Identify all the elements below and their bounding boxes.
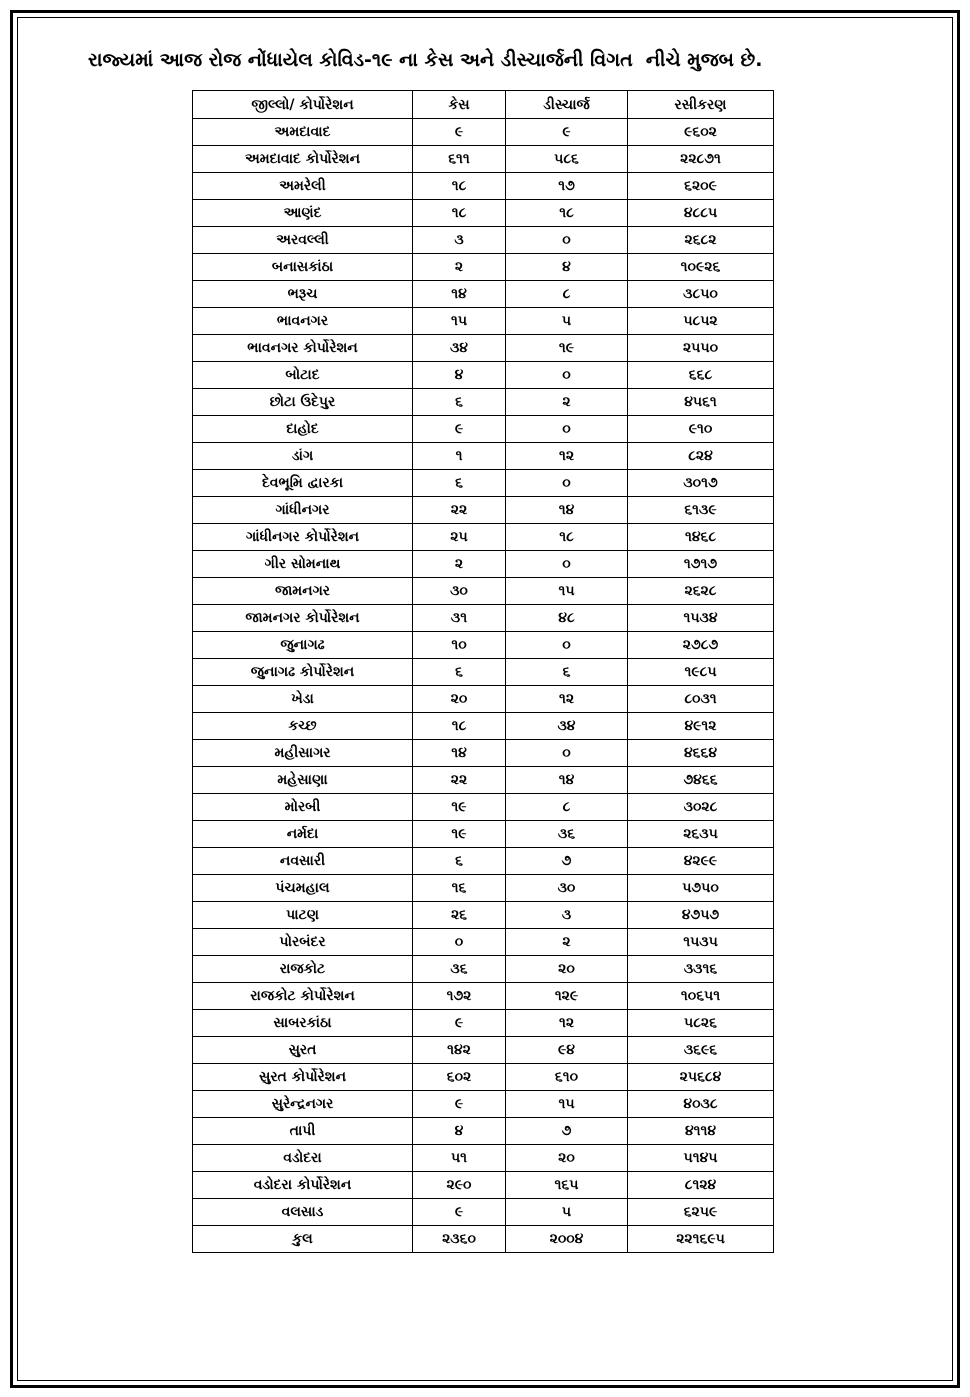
vaccination-cell: ૩૦૨૮ bbox=[628, 794, 774, 821]
table-row bbox=[193, 740, 774, 767]
table-row bbox=[193, 821, 774, 848]
table-body bbox=[193, 119, 774, 1226]
header-row bbox=[193, 91, 774, 119]
discharge-cell: ૧૮ bbox=[506, 524, 628, 551]
total-vaccination: ૨૨૧૬૯૫ bbox=[628, 1226, 774, 1253]
district-cell: પાટણ bbox=[193, 902, 413, 929]
cases-cell: ૧૯ bbox=[413, 794, 506, 821]
district-cell: પંચમહાલ bbox=[193, 875, 413, 902]
cases-cell: ૪ bbox=[413, 1118, 506, 1145]
page-title: રાજ્યમાં આજ રોજ નોંધાયેલ કોવિડ-૧૯ ના કેસ અને ડીસ્ચાર્જની વિગત નીચે મુજબ છે. bbox=[88, 49, 763, 71]
district-cell: સુરત કોર્પોરેશન bbox=[193, 1064, 413, 1091]
table-header bbox=[193, 91, 774, 119]
cases-cell: ૧૮ bbox=[413, 200, 506, 227]
vaccination-cell: ૯૧૦ bbox=[628, 416, 774, 443]
table-row bbox=[193, 362, 774, 389]
table-row bbox=[193, 146, 774, 173]
discharge-cell: ૦ bbox=[506, 470, 628, 497]
discharge-cell: ૫ bbox=[506, 308, 628, 335]
discharge-cell: ૬૧૦ bbox=[506, 1064, 628, 1091]
vaccination-cell: ૨૬૮૨ bbox=[628, 227, 774, 254]
table-row bbox=[193, 1145, 774, 1172]
discharge-cell: ૫૮૬ bbox=[506, 146, 628, 173]
discharge-cell: ૮ bbox=[506, 281, 628, 308]
header-discharge: ડીસ્ચાર્જ bbox=[506, 91, 628, 119]
district-cell: ભરૂચ bbox=[193, 281, 413, 308]
table-row bbox=[193, 875, 774, 902]
cases-cell: ૩૦ bbox=[413, 578, 506, 605]
table-row bbox=[193, 254, 774, 281]
table-row bbox=[193, 1037, 774, 1064]
table-row bbox=[193, 470, 774, 497]
district-cell: રાજકોટ કોર્પોરેશન bbox=[193, 983, 413, 1010]
header-vaccination: રસીકરણ bbox=[628, 91, 774, 119]
district-cell: આણંદ bbox=[193, 200, 413, 227]
cases-cell: ૯ bbox=[413, 119, 506, 146]
district-cell: બનાસકાંઠા bbox=[193, 254, 413, 281]
cases-cell: ૩ bbox=[413, 227, 506, 254]
vaccination-cell: ૧૦૬૫૧ bbox=[628, 983, 774, 1010]
vaccination-cell: ૨૨૮૭૧ bbox=[628, 146, 774, 173]
discharge-cell: ૩૪ bbox=[506, 713, 628, 740]
district-cell: ગાંધીનગર bbox=[193, 497, 413, 524]
discharge-cell: ૧૪ bbox=[506, 767, 628, 794]
vaccination-cell: ૫૮૨૬ bbox=[628, 1010, 774, 1037]
district-cell: મહેસાણા bbox=[193, 767, 413, 794]
table-row bbox=[193, 767, 774, 794]
vaccination-cell: ૬૨૫૯ bbox=[628, 1199, 774, 1226]
discharge-cell: ૩ bbox=[506, 902, 628, 929]
discharge-cell: ૦ bbox=[506, 740, 628, 767]
vaccination-cell: ૪૨૯૯ bbox=[628, 848, 774, 875]
discharge-cell: ૨૦ bbox=[506, 956, 628, 983]
total-label: કુલ bbox=[193, 1226, 413, 1253]
vaccination-cell: ૮૨૪ bbox=[628, 443, 774, 470]
discharge-cell: ૯ bbox=[506, 119, 628, 146]
table-row bbox=[193, 1172, 774, 1199]
cases-cell: ૨૯૦ bbox=[413, 1172, 506, 1199]
cases-cell: ૧૫ bbox=[413, 308, 506, 335]
discharge-cell: ૦ bbox=[506, 227, 628, 254]
table-row bbox=[193, 659, 774, 686]
district-cell: વડોદરા કોર્પોરેશન bbox=[193, 1172, 413, 1199]
cases-cell: ૩૧ bbox=[413, 605, 506, 632]
cases-cell: ૨૬ bbox=[413, 902, 506, 929]
table-row bbox=[193, 1064, 774, 1091]
table-row bbox=[193, 443, 774, 470]
discharge-cell: ૮ bbox=[506, 794, 628, 821]
table-row bbox=[193, 173, 774, 200]
table-row bbox=[193, 1199, 774, 1226]
vaccination-cell: ૨૭૮૭ bbox=[628, 632, 774, 659]
discharge-cell: ૨ bbox=[506, 929, 628, 956]
table-row bbox=[193, 308, 774, 335]
table-row bbox=[193, 902, 774, 929]
table-row bbox=[193, 524, 774, 551]
header-cases: કેસ bbox=[413, 91, 506, 119]
district-cell: સુરત bbox=[193, 1037, 413, 1064]
cases-cell: ૨૫ bbox=[413, 524, 506, 551]
discharge-cell: ૪૮ bbox=[506, 605, 628, 632]
cases-cell: ૬૧૧ bbox=[413, 146, 506, 173]
table-row bbox=[193, 929, 774, 956]
vaccination-cell: ૫૮૫૨ bbox=[628, 308, 774, 335]
district-cell: વડોદરા bbox=[193, 1145, 413, 1172]
discharge-cell: ૨ bbox=[506, 389, 628, 416]
discharge-cell: ૯૪ bbox=[506, 1037, 628, 1064]
vaccination-cell: ૭૪૬૬ bbox=[628, 767, 774, 794]
cases-cell: ૩૪ bbox=[413, 335, 506, 362]
vaccination-cell: ૮૧૨૪ bbox=[628, 1172, 774, 1199]
vaccination-cell: ૨૫૫૦ bbox=[628, 335, 774, 362]
table-row bbox=[193, 794, 774, 821]
table-row bbox=[193, 632, 774, 659]
cases-cell: ૧૭૨ bbox=[413, 983, 506, 1010]
vaccination-cell: ૫૭૫૦ bbox=[628, 875, 774, 902]
table-row bbox=[193, 578, 774, 605]
cases-cell: ૧૪ bbox=[413, 740, 506, 767]
header-district: જીલ્લો/ કોર્પોરેશન bbox=[193, 91, 413, 119]
discharge-cell: ૩૬ bbox=[506, 821, 628, 848]
vaccination-cell: ૩૬૯૬ bbox=[628, 1037, 774, 1064]
district-cell: વલસાડ bbox=[193, 1199, 413, 1226]
discharge-cell: ૧૯ bbox=[506, 335, 628, 362]
vaccination-cell: ૩૩૧૬ bbox=[628, 956, 774, 983]
vaccination-cell: ૧૪૬૮ bbox=[628, 524, 774, 551]
discharge-cell: ૦ bbox=[506, 416, 628, 443]
discharge-cell: ૦ bbox=[506, 551, 628, 578]
cases-cell: ૧૪૨ bbox=[413, 1037, 506, 1064]
district-cell: ભાવનગર કોર્પોરેશન bbox=[193, 335, 413, 362]
vaccination-cell: ૪૫૬૧ bbox=[628, 389, 774, 416]
district-cell: દાહોદ bbox=[193, 416, 413, 443]
discharge-cell: ૧૨૯ bbox=[506, 983, 628, 1010]
discharge-cell: ૧૪ bbox=[506, 497, 628, 524]
vaccination-cell: ૧૦૯૨૬ bbox=[628, 254, 774, 281]
vaccination-cell: ૧૯૮૫ bbox=[628, 659, 774, 686]
district-cell: અમદાવાદ કોર્પોરેશન bbox=[193, 146, 413, 173]
vaccination-cell: ૨૫૬૮૪ bbox=[628, 1064, 774, 1091]
vaccination-cell: ૩૮૫૦ bbox=[628, 281, 774, 308]
vaccination-cell: ૮૦૩૧ bbox=[628, 686, 774, 713]
district-cell: સાબરકાંઠા bbox=[193, 1010, 413, 1037]
discharge-cell: ૭ bbox=[506, 1118, 628, 1145]
cases-cell: ૧૯ bbox=[413, 821, 506, 848]
district-cell: જામનગર bbox=[193, 578, 413, 605]
table-row bbox=[193, 605, 774, 632]
cases-cell: ૪ bbox=[413, 362, 506, 389]
district-cell: ખેડા bbox=[193, 686, 413, 713]
vaccination-cell: ૬૨૦૯ bbox=[628, 173, 774, 200]
table-row bbox=[193, 119, 774, 146]
cases-cell: ૬ bbox=[413, 470, 506, 497]
discharge-cell: ૩૦ bbox=[506, 875, 628, 902]
cases-cell: ૫૧ bbox=[413, 1145, 506, 1172]
cases-cell: ૧ bbox=[413, 443, 506, 470]
cases-cell: ૬૦૨ bbox=[413, 1064, 506, 1091]
table-row bbox=[193, 713, 774, 740]
district-cell: જુનાગઢ bbox=[193, 632, 413, 659]
district-cell: દેવભૂમિ દ્વારકા bbox=[193, 470, 413, 497]
district-cell: મહીસાગર bbox=[193, 740, 413, 767]
table-row bbox=[193, 497, 774, 524]
district-cell: પોરબંદર bbox=[193, 929, 413, 956]
total-row bbox=[193, 1226, 774, 1253]
vaccination-cell: ૩૦૧૭ bbox=[628, 470, 774, 497]
table-row bbox=[193, 416, 774, 443]
vaccination-cell: ૯૬૦૨ bbox=[628, 119, 774, 146]
table-row bbox=[193, 281, 774, 308]
discharge-cell: ૧૫ bbox=[506, 578, 628, 605]
district-cell: જુનાગઢ કોર્પોરેશન bbox=[193, 659, 413, 686]
district-cell: ડાંગ bbox=[193, 443, 413, 470]
vaccination-cell: ૪૧૧૪ bbox=[628, 1118, 774, 1145]
district-cell: ભાવનગર bbox=[193, 308, 413, 335]
district-cell: જામનગર કોર્પોરેશન bbox=[193, 605, 413, 632]
vaccination-cell: ૪૭૫૭ bbox=[628, 902, 774, 929]
discharge-cell: ૫ bbox=[506, 1199, 628, 1226]
cases-cell: ૯ bbox=[413, 1010, 506, 1037]
district-cell: છોટા ઉદેપુર bbox=[193, 389, 413, 416]
vaccination-cell: ૨૬૩૫ bbox=[628, 821, 774, 848]
district-cell: અરવલ્લી bbox=[193, 227, 413, 254]
cases-cell: ૨૨ bbox=[413, 497, 506, 524]
district-cell: અમદાવાદ bbox=[193, 119, 413, 146]
district-cell: સુરેન્દ્રનગર bbox=[193, 1091, 413, 1118]
discharge-cell: ૨૦ bbox=[506, 1145, 628, 1172]
table-row bbox=[193, 335, 774, 362]
table-row bbox=[193, 389, 774, 416]
cases-cell: ૬ bbox=[413, 389, 506, 416]
cases-cell: ૯ bbox=[413, 1091, 506, 1118]
cases-cell: ૧૮ bbox=[413, 713, 506, 740]
discharge-cell: ૭ bbox=[506, 848, 628, 875]
district-cell: રાજકોટ bbox=[193, 956, 413, 983]
discharge-cell: ૧૨ bbox=[506, 443, 628, 470]
district-cell: તાપી bbox=[193, 1118, 413, 1145]
vaccination-cell: ૫૧૪૫ bbox=[628, 1145, 774, 1172]
district-cell: મોરબી bbox=[193, 794, 413, 821]
cases-cell: ૬ bbox=[413, 848, 506, 875]
cases-cell: ૯ bbox=[413, 1199, 506, 1226]
discharge-cell: ૧૮ bbox=[506, 200, 628, 227]
cases-cell: ૩૬ bbox=[413, 956, 506, 983]
discharge-cell: ૦ bbox=[506, 632, 628, 659]
discharge-cell: ૧૨ bbox=[506, 686, 628, 713]
covid-district-table bbox=[192, 90, 774, 1253]
discharge-cell: ૧૬૫ bbox=[506, 1172, 628, 1199]
vaccination-cell: ૪૯૧૨ bbox=[628, 713, 774, 740]
vaccination-cell: ૧૫૩૪ bbox=[628, 605, 774, 632]
vaccination-cell: ૧૫૩૫ bbox=[628, 929, 774, 956]
cases-cell: ૨૦ bbox=[413, 686, 506, 713]
district-cell: નવસારી bbox=[193, 848, 413, 875]
table-row bbox=[193, 686, 774, 713]
table-row bbox=[193, 956, 774, 983]
table-row bbox=[193, 983, 774, 1010]
discharge-cell: ૧૭ bbox=[506, 173, 628, 200]
table-row bbox=[193, 200, 774, 227]
cases-cell: ૨ bbox=[413, 551, 506, 578]
table-footer bbox=[193, 1226, 774, 1253]
vaccination-cell: ૪૦૩૮ bbox=[628, 1091, 774, 1118]
discharge-cell: ૪ bbox=[506, 254, 628, 281]
vaccination-cell: ૪૮૮૫ bbox=[628, 200, 774, 227]
total-cases: ૨૩૬૦ bbox=[413, 1226, 506, 1253]
district-cell: અમરેલી bbox=[193, 173, 413, 200]
table-row bbox=[193, 1010, 774, 1037]
table-row bbox=[193, 551, 774, 578]
cases-cell: ૦ bbox=[413, 929, 506, 956]
cases-cell: ૧૬ bbox=[413, 875, 506, 902]
cases-cell: ૯ bbox=[413, 416, 506, 443]
total-discharge: ૨૦૦૪ bbox=[506, 1226, 628, 1253]
table-row bbox=[193, 1091, 774, 1118]
vaccination-cell: ૪૬૬૪ bbox=[628, 740, 774, 767]
discharge-cell: ૬ bbox=[506, 659, 628, 686]
cases-cell: ૬ bbox=[413, 659, 506, 686]
discharge-cell: ૦ bbox=[506, 362, 628, 389]
cases-cell: ૧૮ bbox=[413, 173, 506, 200]
district-cell: નર્મદા bbox=[193, 821, 413, 848]
district-cell: ગીર સોમનાથ bbox=[193, 551, 413, 578]
cases-cell: ૧૪ bbox=[413, 281, 506, 308]
vaccination-cell: ૬૧૩૯ bbox=[628, 497, 774, 524]
cases-cell: ૨ bbox=[413, 254, 506, 281]
vaccination-cell: ૧૭૧૭ bbox=[628, 551, 774, 578]
vaccination-cell: ૬૬૮ bbox=[628, 362, 774, 389]
table-row bbox=[193, 227, 774, 254]
district-cell: બોટાદ bbox=[193, 362, 413, 389]
district-cell: કચ્છ bbox=[193, 713, 413, 740]
district-cell: ગાંધીનગર કોર્પોરેશન bbox=[193, 524, 413, 551]
discharge-cell: ૧૫ bbox=[506, 1091, 628, 1118]
table-row bbox=[193, 1118, 774, 1145]
cases-cell: ૨૨ bbox=[413, 767, 506, 794]
vaccination-cell: ૨૬૨૮ bbox=[628, 578, 774, 605]
cases-cell: ૧૦ bbox=[413, 632, 506, 659]
discharge-cell: ૧૨ bbox=[506, 1010, 628, 1037]
table-row bbox=[193, 848, 774, 875]
